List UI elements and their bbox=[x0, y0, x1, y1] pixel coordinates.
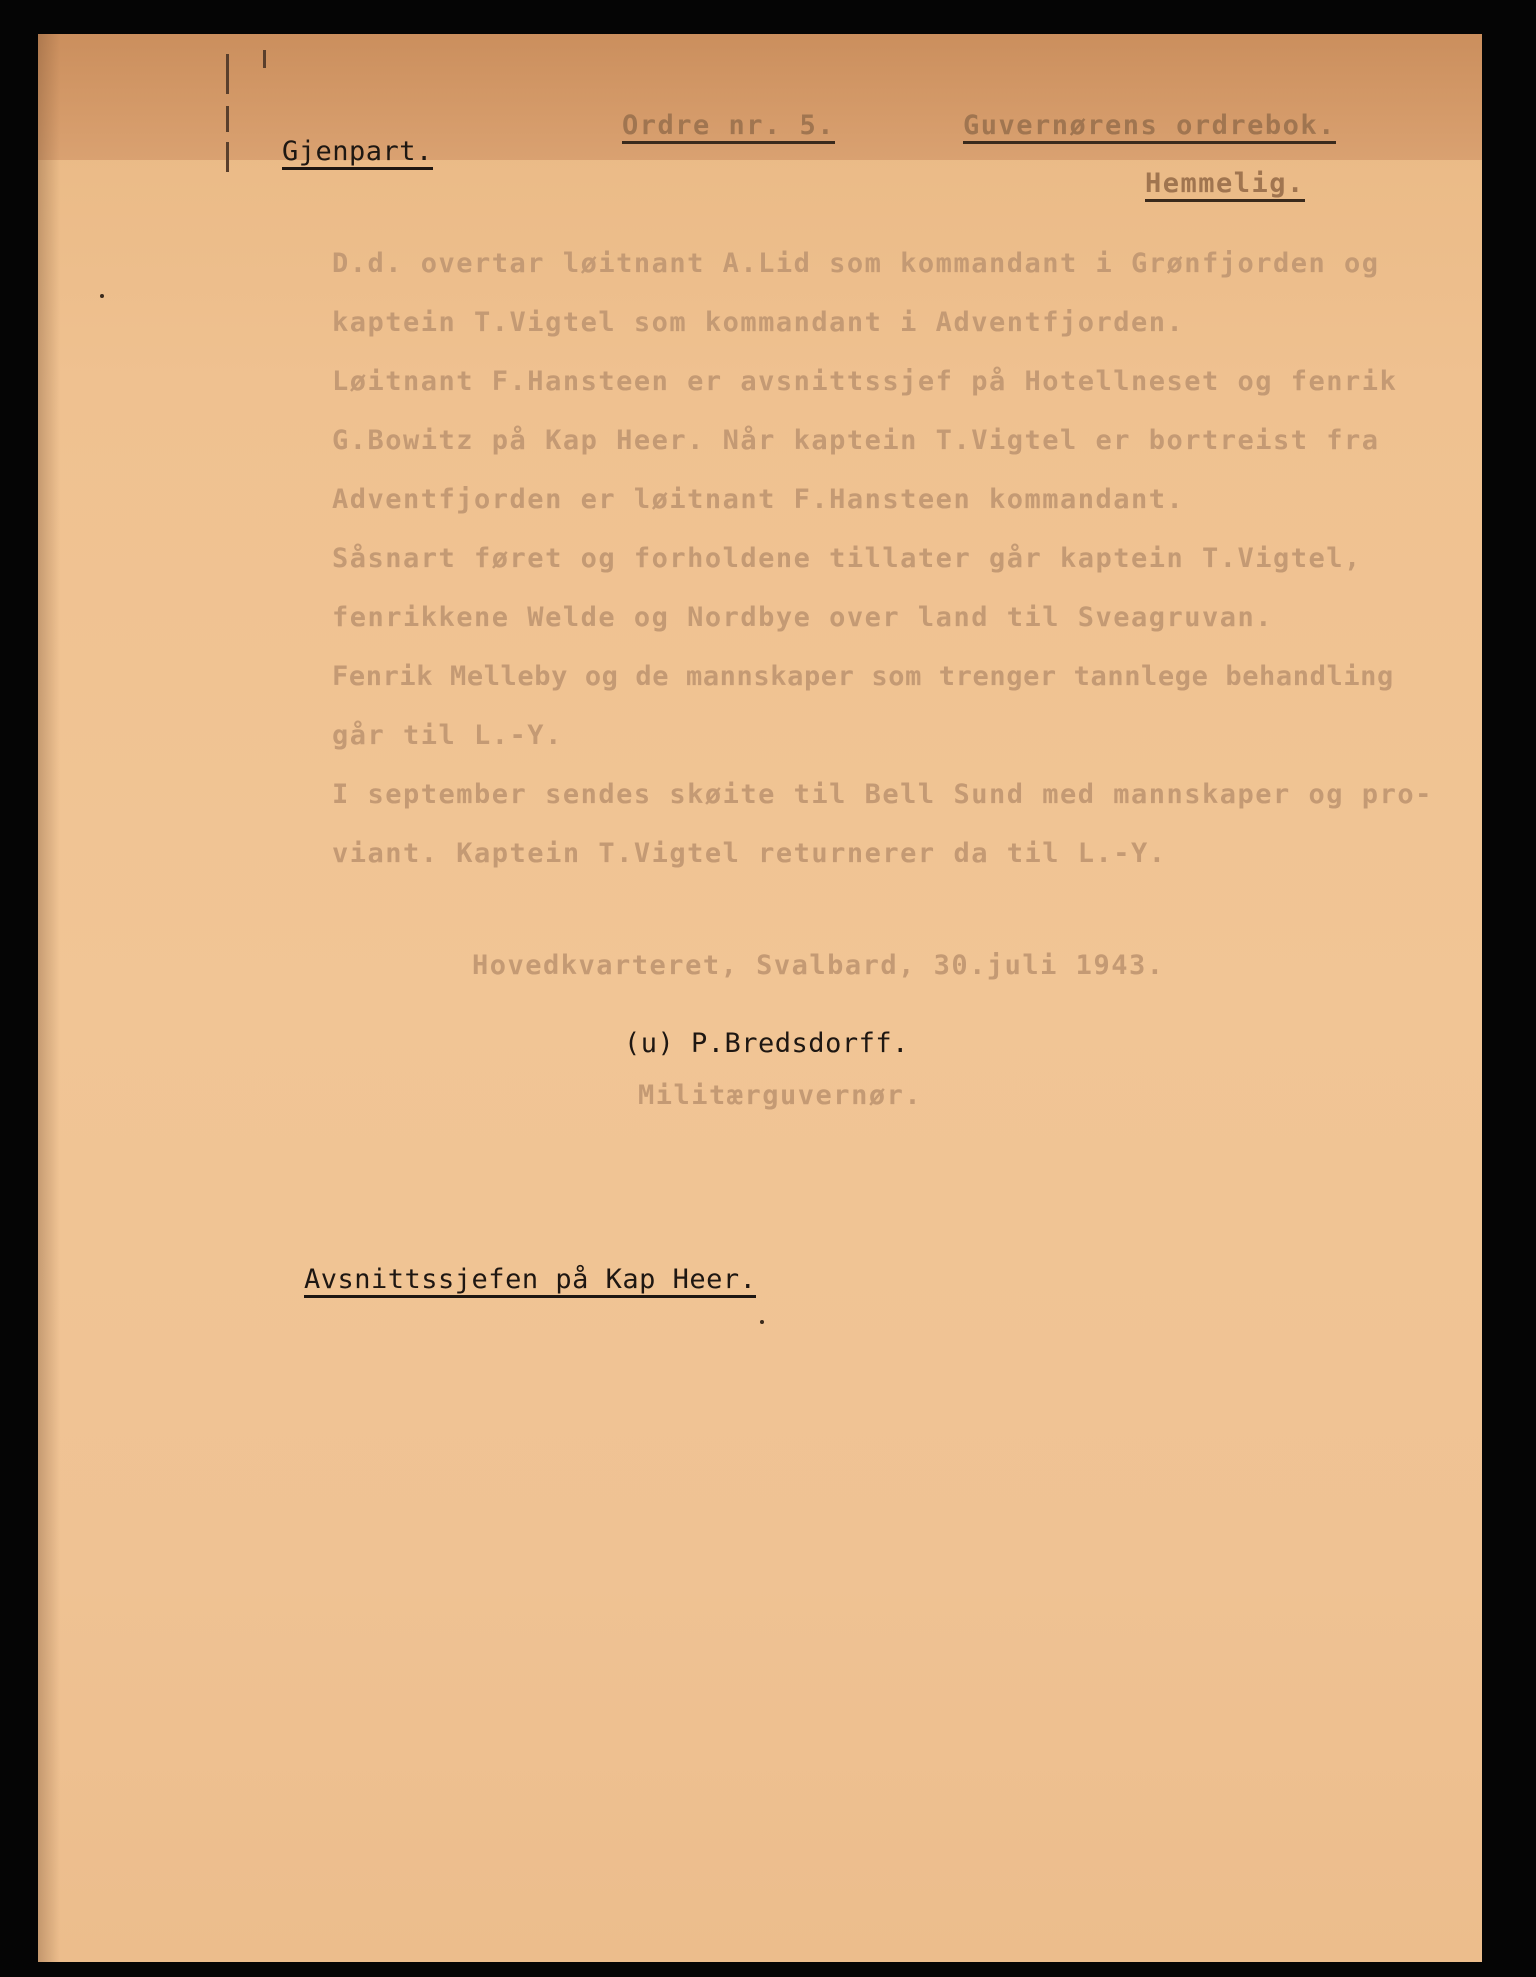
perforation-mark bbox=[226, 106, 229, 132]
ink-speck bbox=[760, 1320, 764, 1324]
classification-stamp: Hemmelig. bbox=[1145, 170, 1305, 202]
body-line: Adventfjorden er løitnant F.Hansteen kommandant. bbox=[332, 484, 1185, 515]
document-page bbox=[38, 34, 1482, 1962]
order-book-title: Guvernørens ordrebok. bbox=[963, 112, 1336, 144]
order-number: Ordre nr. 5. bbox=[622, 112, 835, 144]
body-line: Løitnant F.Hansteen er avsnittssjef på Hotellneset og fenrik bbox=[332, 366, 1398, 397]
perforation-mark bbox=[226, 142, 229, 172]
body-line: kaptein T.Vigtel som kommandant i Adventfjorden. bbox=[332, 307, 1185, 338]
signed-by: (u) P.Bredsdorff. bbox=[624, 1028, 909, 1059]
signatory-title: Militærguvernør. bbox=[638, 1080, 923, 1111]
body-line: I september sendes skøite til Bell Sund med mannskaper og pro- bbox=[332, 779, 1433, 810]
page-edge-shadow bbox=[38, 34, 60, 1962]
body-line: D.d. overtar løitnant A.Lid som kommandant i Grønfjorden og bbox=[332, 248, 1380, 279]
perforation-mark bbox=[263, 50, 266, 68]
perforation-mark bbox=[226, 54, 229, 94]
place-date: Hovedkvarteret, Svalbard, 30.juli 1943. bbox=[472, 950, 1165, 981]
body-line: Såsnart føret og forholdene tillater går kaptein T.Vigtel, bbox=[332, 543, 1362, 574]
copy-label: Gjenpart. bbox=[282, 138, 433, 170]
body-line: G.Bowitz på Kap Heer. Når kaptein T.Vigtel er bortreist fra bbox=[332, 425, 1380, 456]
recipient: Avsnittssjefen på Kap Heer. bbox=[304, 1266, 756, 1298]
body-line: går til L.-Y. bbox=[332, 720, 563, 751]
body-line: fenrikkene Welde og Nordbye over land til Sveagruvan. bbox=[332, 602, 1274, 633]
body-line: viant. Kaptein T.Vigtel returnerer da til L.-Y. bbox=[332, 838, 1167, 869]
body-line: Fenrik Melleby og de mannskaper som trenger tannlege behandling bbox=[332, 661, 1394, 692]
ink-speck bbox=[100, 294, 104, 298]
